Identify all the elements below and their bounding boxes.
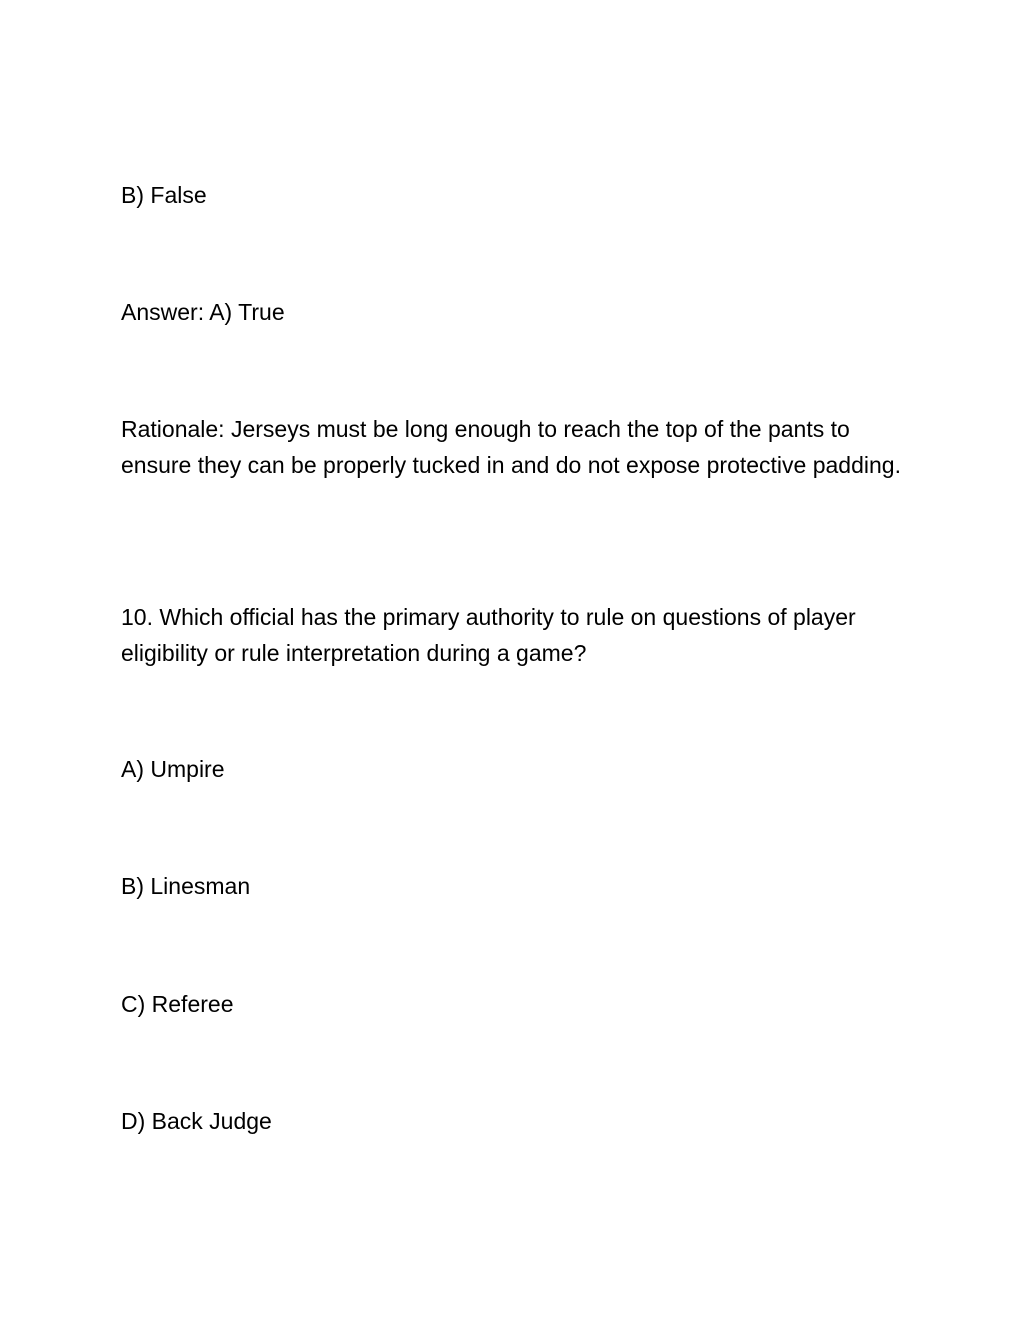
previous-option-b: B) False: [121, 182, 207, 208]
option-a: A) Umpire: [121, 756, 225, 782]
question-10: 10. Which official has the primary authority to rule on questions of player eligibility or rule interpretation during a game?: [121, 604, 856, 666]
option-c: C) Referee: [121, 991, 234, 1017]
option-b: B) Linesman: [121, 873, 251, 899]
rationale-paragraph: Rationale: Jerseys must be long enough to reach the top of the pants to ensure they can be properly tucked in and do not expose protective padding.: [121, 416, 901, 478]
previous-answer: Answer: A) True: [121, 299, 285, 325]
option-d: D) Back Judge: [121, 1108, 272, 1134]
